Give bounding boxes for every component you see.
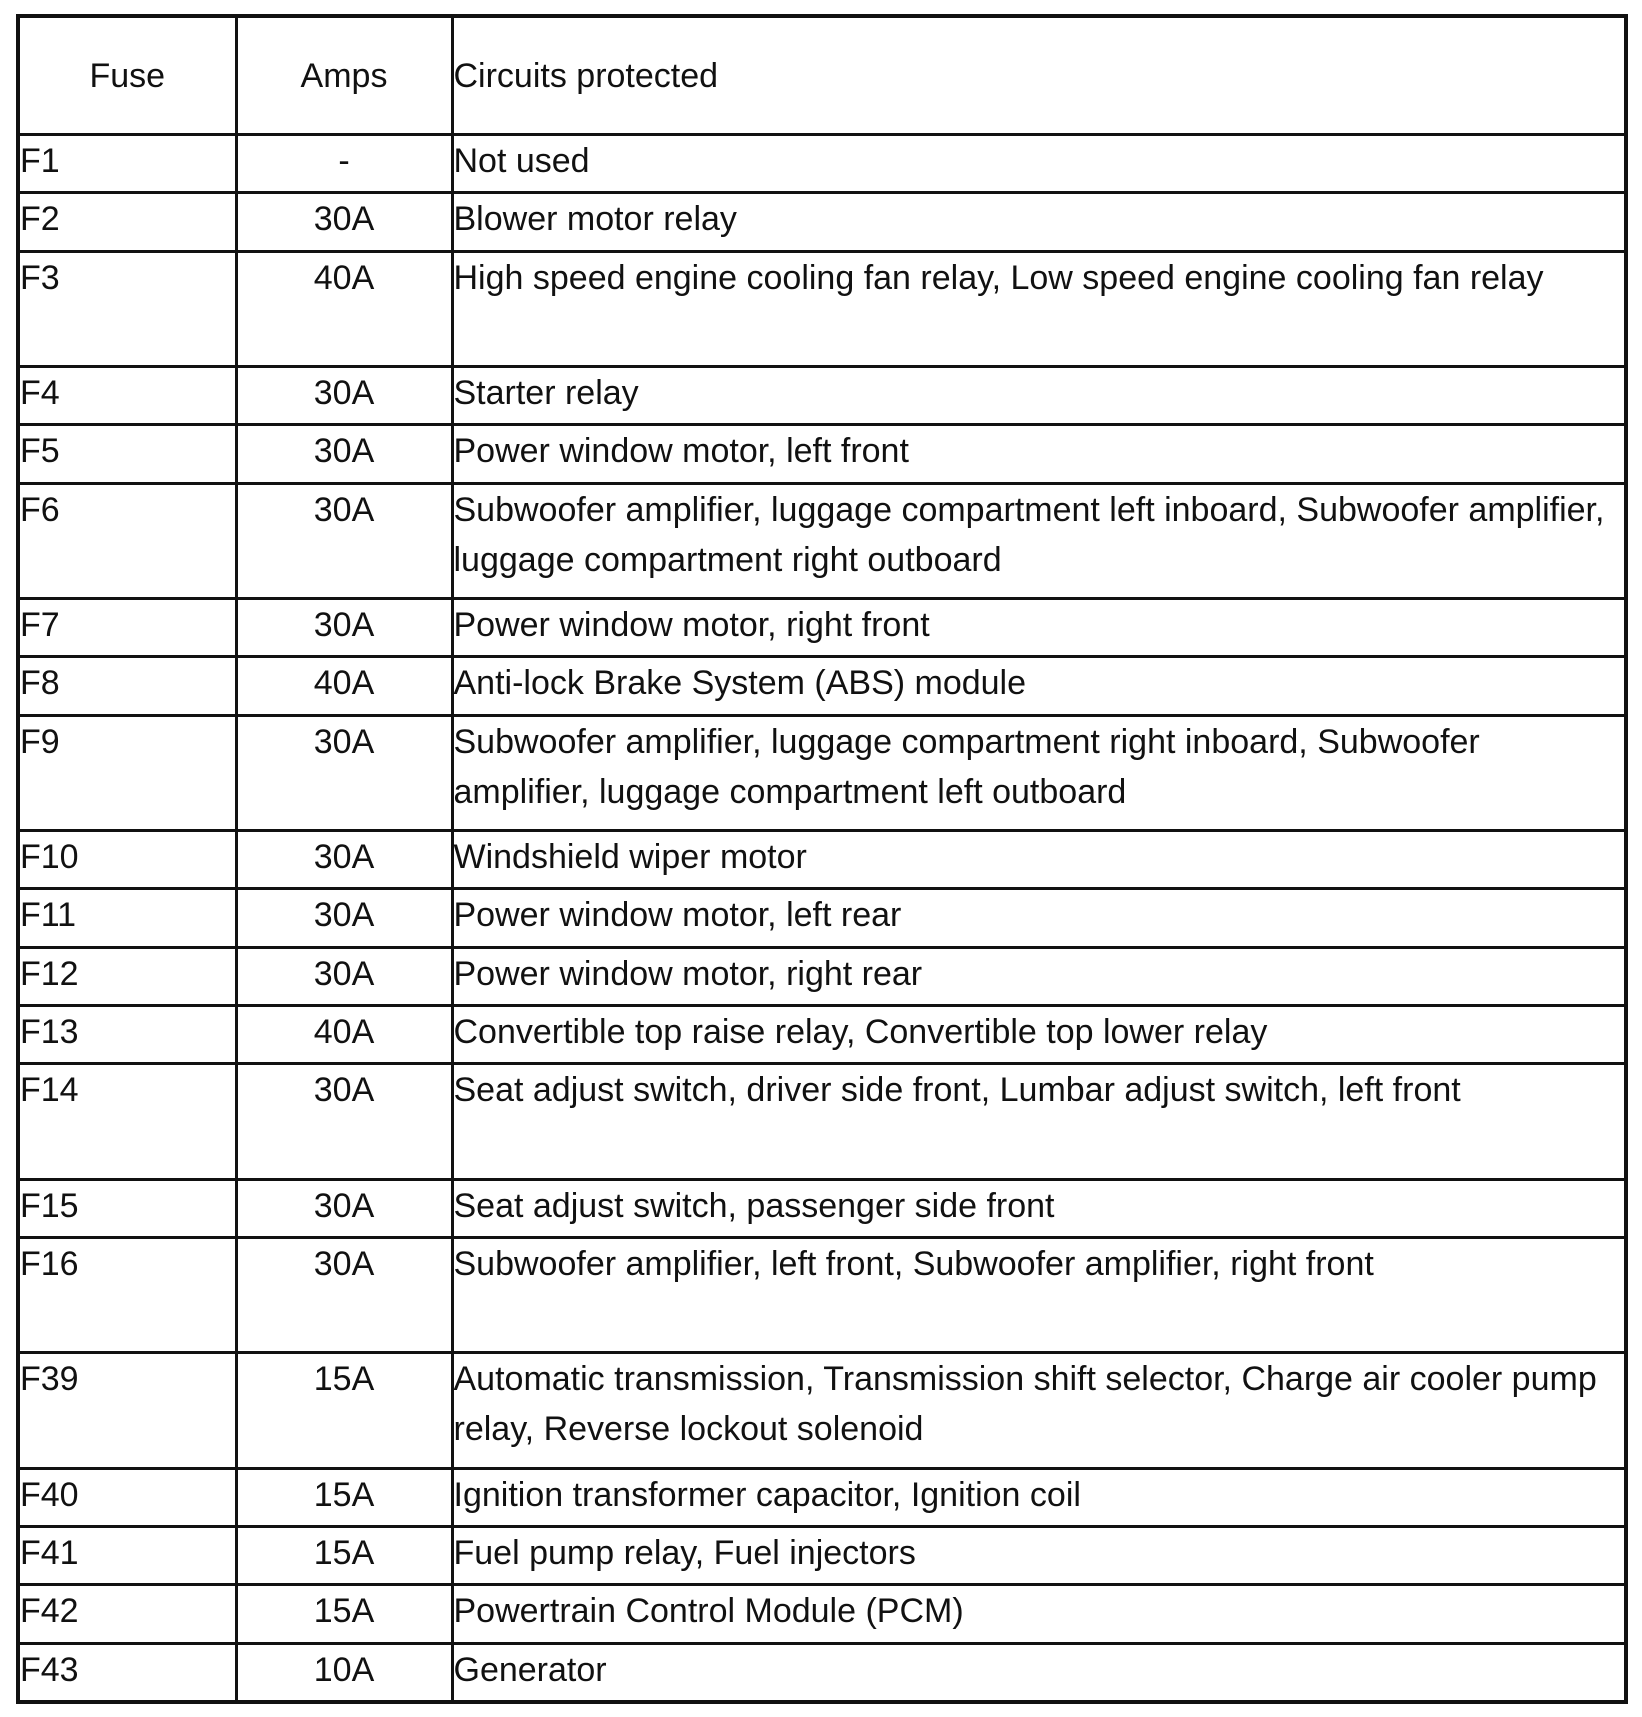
- amps-value: 30A: [236, 1064, 452, 1180]
- table-header-row: [20, 18, 1624, 135]
- fuse-id: F8: [20, 657, 236, 715]
- fuse-id: F40: [20, 1468, 236, 1526]
- circuits-text: Not used: [452, 135, 1624, 193]
- fuse-id: F16: [20, 1237, 236, 1353]
- amps-value: 30A: [236, 889, 452, 947]
- fuse-table-frame: [16, 14, 1628, 1704]
- header-amps: Amps: [236, 18, 452, 135]
- fuse-id: F14: [20, 1064, 236, 1180]
- amps-value: 30A: [236, 193, 452, 251]
- amps-value: 15A: [236, 1585, 452, 1643]
- table-row: [20, 193, 1624, 251]
- table-row: [20, 1643, 1624, 1700]
- fuse-id: F4: [20, 367, 236, 425]
- table-row: [20, 1353, 1624, 1469]
- header-circuits: Circuits protected: [452, 18, 1624, 135]
- fuse-id: F42: [20, 1585, 236, 1643]
- amps-value: -: [236, 135, 452, 193]
- circuits-text: Starter relay: [452, 367, 1624, 425]
- header-fuse: Fuse: [20, 18, 236, 135]
- circuits-text: Blower motor relay: [452, 193, 1624, 251]
- fuse-id: F11: [20, 889, 236, 947]
- fuse-id: F13: [20, 1005, 236, 1063]
- table-row: [20, 1179, 1624, 1237]
- amps-value: 15A: [236, 1353, 452, 1469]
- amps-value: 30A: [236, 715, 452, 831]
- table-row: [20, 947, 1624, 1005]
- fuse-id: F2: [20, 193, 236, 251]
- circuits-text: Windshield wiper motor: [452, 831, 1624, 889]
- fuse-id: F41: [20, 1527, 236, 1585]
- table-row: [20, 715, 1624, 831]
- amps-value: 15A: [236, 1527, 452, 1585]
- fuse-id: F6: [20, 483, 236, 599]
- circuits-text: Subwoofer amplifier, luggage compartment left inboard, Subwoofer amplifier, luggage compartment right outboard: [452, 483, 1624, 599]
- table-row: [20, 1585, 1624, 1643]
- fuse-id: F3: [20, 251, 236, 367]
- table-row: [20, 657, 1624, 715]
- amps-value: 30A: [236, 483, 452, 599]
- fuse-id: F9: [20, 715, 236, 831]
- circuits-text: Power window motor, left rear: [452, 889, 1624, 947]
- amps-value: 40A: [236, 251, 452, 367]
- table-row: [20, 1468, 1624, 1526]
- table-row: [20, 1237, 1624, 1353]
- circuits-text: Power window motor, right front: [452, 599, 1624, 657]
- circuits-text: Automatic transmission, Transmission shift selector, Charge air cooler pump relay, Reverse lockout solenoid: [452, 1353, 1624, 1469]
- circuits-text: Powertrain Control Module (PCM): [452, 1585, 1624, 1643]
- amps-value: 30A: [236, 947, 452, 1005]
- circuits-text: Seat adjust switch, passenger side front: [452, 1179, 1624, 1237]
- fuse-id: F7: [20, 599, 236, 657]
- circuits-text: Subwoofer amplifier, left front, Subwoofer amplifier, right front: [452, 1237, 1624, 1353]
- amps-value: 30A: [236, 1237, 452, 1353]
- table-row: [20, 599, 1624, 657]
- circuits-text: Seat adjust switch, driver side front, Lumbar adjust switch, left front: [452, 1064, 1624, 1180]
- amps-value: 30A: [236, 831, 452, 889]
- circuits-text: Ignition transformer capacitor, Ignition coil: [452, 1468, 1624, 1526]
- table-row: [20, 831, 1624, 889]
- fuse-id: F39: [20, 1353, 236, 1469]
- circuits-text: Power window motor, right rear: [452, 947, 1624, 1005]
- table-row: [20, 1005, 1624, 1063]
- circuits-text: Convertible top raise relay, Convertible top lower relay: [452, 1005, 1624, 1063]
- circuits-text: Anti-lock Brake System (ABS) module: [452, 657, 1624, 715]
- table-row: [20, 889, 1624, 947]
- amps-value: 30A: [236, 599, 452, 657]
- fuse-id: F12: [20, 947, 236, 1005]
- fuse-table: [20, 18, 1624, 1700]
- amps-value: 15A: [236, 1468, 452, 1526]
- circuits-text: Generator: [453, 1650, 607, 1689]
- table-row: [20, 251, 1624, 367]
- circuits-text: Subwoofer amplifier, luggage compartment right inboard, Subwoofer amplifier, luggage compartment left outboard: [452, 715, 1624, 831]
- circuits-text: Fuel pump relay, Fuel injectors: [452, 1527, 1624, 1585]
- fuse-id: F10: [20, 831, 236, 889]
- table-row: [20, 1527, 1624, 1585]
- amps-value: 40A: [236, 657, 452, 715]
- fuse-id: F1: [20, 135, 236, 193]
- amps-value: 10A: [236, 1643, 452, 1700]
- table-row: [20, 367, 1624, 425]
- table-row: [20, 1064, 1624, 1180]
- table-row: [20, 425, 1624, 483]
- table-row: [20, 483, 1624, 599]
- circuits-text: High speed engine cooling fan relay, Low speed engine cooling fan relay: [452, 251, 1624, 367]
- amps-value: 30A: [236, 425, 452, 483]
- fuse-id: F15: [20, 1179, 236, 1237]
- amps-value: 30A: [236, 1179, 452, 1237]
- amps-value: 40A: [236, 1005, 452, 1063]
- table-row: [20, 135, 1624, 193]
- fuse-id: F5: [20, 425, 236, 483]
- circuits-text: Power window motor, left front: [452, 425, 1624, 483]
- amps-value: 30A: [236, 367, 452, 425]
- fuse-id: F43: [20, 1643, 236, 1700]
